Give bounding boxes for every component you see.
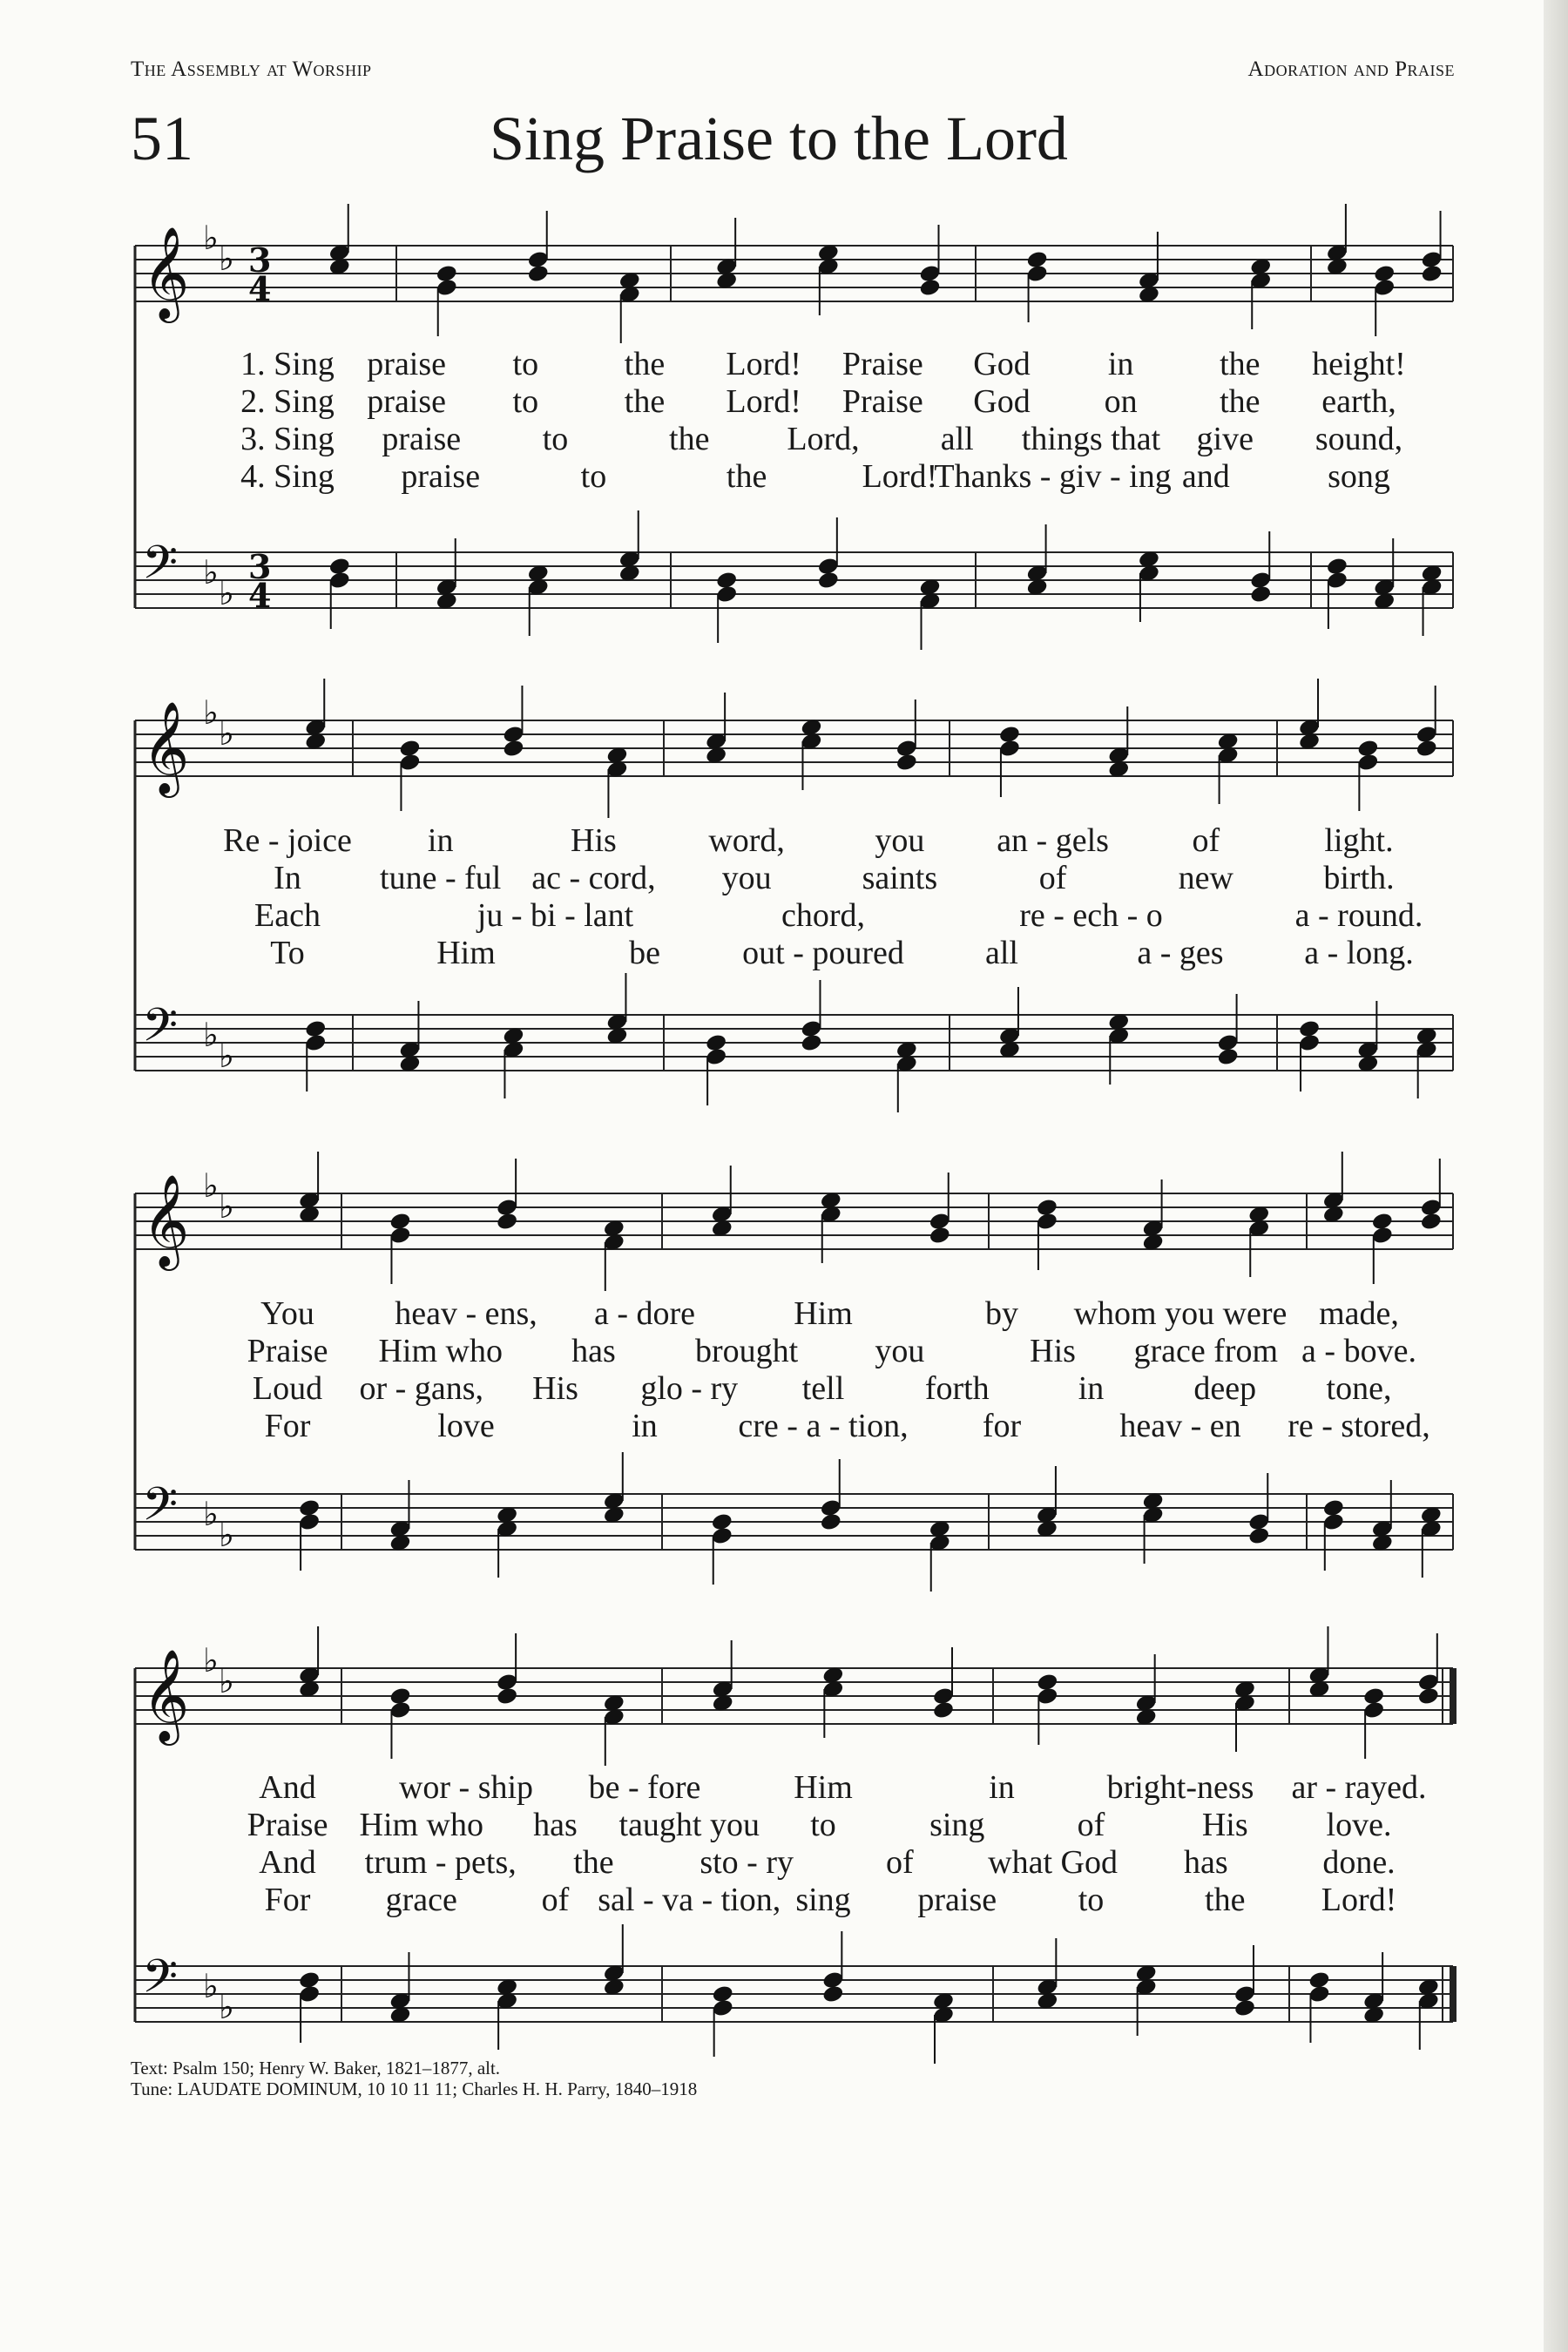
- lyric-syllable: Praise: [247, 1807, 328, 1843]
- lyric-syllable: re - stored,: [1288, 1408, 1430, 1444]
- lyric-syllable: be - fore: [588, 1769, 701, 1806]
- lyric-syllable: new: [1178, 860, 1233, 896]
- time-signature-bottom: 4: [248, 269, 272, 308]
- lyric-syllable: heav - ens,: [395, 1295, 537, 1332]
- treble-clef-icon: 𝄞: [142, 1648, 190, 1741]
- lyric-syllable: of: [886, 1844, 914, 1881]
- lyric-syllable: the: [1220, 383, 1260, 420]
- flat-sign-icon: ♭: [203, 219, 219, 257]
- note-head: [1233, 1998, 1256, 2018]
- lyric-syllable: ar - rayed.: [1291, 1769, 1427, 1806]
- lyric-syllable: in: [989, 1769, 1015, 1806]
- bass-clef-icon: 𝄢: [142, 999, 179, 1064]
- lyric-syllable: to: [810, 1807, 836, 1843]
- hymn-title: Sing Praise to the Lord: [490, 104, 1068, 173]
- flat-sign-icon: ♭: [203, 1967, 219, 2005]
- lyric-syllable: Thanks - giv - ing: [934, 458, 1172, 495]
- lyric-syllable: Praise: [247, 1333, 328, 1369]
- hymn-number: 51: [131, 104, 193, 173]
- lyric-syllable: birth.: [1323, 860, 1395, 896]
- note-head: [1247, 1526, 1270, 1546]
- lyric-syllable: things that: [1021, 421, 1161, 457]
- lyric-syllable: Him who: [378, 1333, 503, 1369]
- lyric-syllable: Each: [254, 897, 321, 934]
- note-head: [918, 278, 941, 298]
- lyric-syllable: Him: [794, 1769, 853, 1806]
- lyric-syllable: you: [875, 1333, 925, 1369]
- lyric-syllable: for: [982, 1408, 1022, 1444]
- lyric-syllable: taught you: [618, 1807, 760, 1843]
- flat-sign-icon: ♭: [219, 240, 234, 278]
- lyric-syllable: heav - en: [1119, 1408, 1241, 1444]
- lyric-syllable: the: [669, 421, 710, 457]
- flat-sign-icon: ♭: [203, 693, 219, 732]
- note-head: [1217, 1047, 1240, 1067]
- lyric-syllable: song: [1328, 458, 1390, 495]
- lyric-syllable: the: [624, 346, 666, 382]
- lyric-syllable: to: [580, 458, 607, 495]
- lyric-syllable: bright-ness: [1106, 1769, 1254, 1806]
- lyric-syllable: brought: [695, 1333, 799, 1369]
- flat-sign-icon: ♭: [203, 1016, 219, 1054]
- flat-sign-icon: ♭: [203, 1641, 219, 1680]
- lyric-syllable: sing: [795, 1882, 851, 1918]
- lyric-syllable: In: [274, 860, 301, 896]
- flat-sign-icon: ♭: [203, 1495, 219, 1533]
- time-signature-top: 3: [248, 240, 272, 280]
- lyric-syllable: earth,: [1321, 383, 1396, 420]
- lyric-syllable: grace: [385, 1882, 457, 1918]
- lyric-syllable: out - poured: [742, 935, 904, 971]
- note-head: [800, 1033, 822, 1053]
- lyric-syllable: and: [1181, 458, 1230, 495]
- lyric-syllable: Lord!: [726, 346, 801, 382]
- lyric-syllable: chord,: [781, 897, 866, 934]
- flat-sign-icon: ♭: [219, 1662, 234, 1700]
- lyric-syllable: 3. Sing: [240, 421, 335, 457]
- lyric-syllable: height!: [1312, 346, 1406, 382]
- lyric-syllable: all: [985, 935, 1018, 971]
- lyric-syllable: Re - joice: [223, 822, 352, 859]
- flat-sign-icon: ♭: [203, 1166, 219, 1205]
- note-head: [496, 1212, 518, 1232]
- running-header-left: The Assembly at Worship: [131, 57, 372, 81]
- lyric-syllable: sto - ry: [700, 1844, 794, 1881]
- lyric-syllable: praise: [382, 421, 462, 457]
- lyric-syllable: ac - cord,: [531, 860, 656, 896]
- note-head: [929, 1226, 951, 1246]
- lyric-syllable: love.: [1326, 1807, 1392, 1843]
- time-signature-bottom: 4: [248, 576, 272, 615]
- lyric-syllable: His: [571, 822, 617, 859]
- lyric-syllable: in: [632, 1408, 658, 1444]
- lyric-syllable: tell: [801, 1370, 845, 1407]
- lyric-syllable: forth: [924, 1370, 990, 1407]
- lyric-syllable: give: [1196, 421, 1254, 457]
- flat-sign-icon: ♭: [219, 574, 234, 612]
- lyric-syllable: praise: [401, 458, 481, 495]
- lyric-syllable: of: [1077, 1807, 1105, 1843]
- note-head: [896, 753, 918, 773]
- lyric-syllable: Him: [436, 935, 496, 971]
- lyric-syllable: praise: [367, 346, 447, 382]
- note-head: [496, 1686, 518, 1707]
- lyric-syllable: a - round.: [1294, 897, 1423, 934]
- lyric-syllable: you: [875, 822, 925, 859]
- lyric-syllable: tone,: [1326, 1370, 1392, 1407]
- lyric-syllable: tune - ful: [380, 860, 502, 896]
- treble-clef-icon: 𝄞: [142, 1173, 190, 1267]
- lyric-syllable: a - long.: [1304, 935, 1414, 971]
- lyric-syllable: to: [542, 421, 569, 457]
- lyric-syllable: Praise: [841, 346, 923, 382]
- lyric-syllable: re - ech - o: [1019, 897, 1163, 934]
- lyric-syllable: Lord!: [862, 458, 938, 495]
- flat-sign-icon: ♭: [219, 1037, 234, 1075]
- lyric-syllable: a - bove.: [1301, 1333, 1416, 1369]
- lyric-syllable: His: [532, 1370, 578, 1407]
- credits-text: Text: Psalm 150; Henry W. Baker, 1821–1877, alt.: [131, 2058, 501, 2078]
- lyric-syllable: in: [1107, 346, 1134, 382]
- bass-clef-icon: 𝄢: [142, 1478, 179, 1543]
- lyric-syllable: of: [541, 1882, 570, 1918]
- bass-clef-icon: 𝄢: [142, 537, 179, 601]
- treble-clef-icon: 𝄞: [142, 700, 190, 794]
- running-header-right: Adoration and Praise: [1247, 57, 1455, 81]
- lyric-syllable: the: [573, 1844, 614, 1881]
- lyric-syllable: of: [1038, 860, 1067, 896]
- lyric-syllable: deep: [1193, 1370, 1257, 1407]
- treble-clef-icon: 𝄞: [142, 226, 190, 319]
- lyric-syllable: love: [437, 1408, 495, 1444]
- lyric-syllable: a - dore: [593, 1295, 696, 1332]
- lyric-syllable: wor - ship: [398, 1769, 534, 1806]
- lyric-syllable: the: [726, 458, 767, 495]
- lyric-syllable: And: [259, 1844, 316, 1881]
- lyric-syllable: praise: [367, 383, 447, 420]
- lyric-syllable: made,: [1319, 1295, 1399, 1332]
- note-head: [502, 739, 524, 759]
- credits-tune: Tune: LAUDATE DOMINUM, 10 10 11 11; Charles H. H. Parry, 1840–1918: [131, 2078, 698, 2099]
- lyric-syllable: His: [1201, 1807, 1248, 1843]
- lyric-syllable: praise: [917, 1882, 997, 1918]
- note-head: [1416, 739, 1438, 759]
- lyric-syllable: To: [270, 935, 305, 971]
- lyric-syllable: an - gels: [997, 822, 1109, 859]
- flat-sign-icon: ♭: [219, 1988, 234, 2026]
- lyric-syllable: saints: [862, 860, 938, 896]
- lyric-syllable: all: [940, 421, 974, 457]
- lyric-syllable: ju - bi - lant: [476, 897, 634, 934]
- lyric-syllable: You: [260, 1295, 314, 1332]
- lyric-syllable: the: [1205, 1882, 1246, 1918]
- note-head: [817, 571, 840, 591]
- lyric-syllable: the: [624, 383, 666, 420]
- lyric-syllable: Him: [794, 1295, 853, 1332]
- lyric-syllable: to: [512, 383, 539, 420]
- lyric-syllable: in: [1078, 1370, 1105, 1407]
- lyric-syllable: sound,: [1315, 421, 1403, 457]
- lyric-syllable: or - gans,: [359, 1370, 483, 1407]
- flat-sign-icon: ♭: [219, 1187, 234, 1226]
- lyric-syllable: grace from: [1133, 1333, 1279, 1369]
- lyric-syllable: a - ges: [1137, 935, 1224, 971]
- lyric-syllable: to: [512, 346, 539, 382]
- lyric-syllable: has: [1183, 1844, 1228, 1881]
- flat-sign-icon: ♭: [203, 553, 219, 591]
- lyric-syllable: in: [427, 822, 454, 859]
- lyric-syllable: sal - va - tion,: [598, 1882, 781, 1918]
- note-head: [1420, 1212, 1443, 1232]
- lyric-syllable: sing: [929, 1807, 985, 1843]
- lyric-syllable: Lord,: [787, 421, 860, 457]
- lyric-syllable: of: [1192, 822, 1220, 859]
- lyric-syllable: 2. Sing: [240, 383, 335, 420]
- lyric-syllable: on: [1104, 383, 1138, 420]
- flat-sign-icon: ♭: [219, 1516, 234, 1554]
- lyric-syllable: by: [985, 1295, 1018, 1332]
- lyric-syllable: God: [973, 383, 1031, 420]
- lyric-syllable: His: [1030, 1333, 1076, 1369]
- lyric-syllable: God: [973, 346, 1031, 382]
- lyric-syllable: And: [259, 1769, 316, 1806]
- flat-sign-icon: ♭: [219, 714, 234, 753]
- lyric-syllable: Lord!: [1321, 1882, 1397, 1918]
- lyric-syllable: what God: [988, 1844, 1118, 1881]
- lyric-syllable: Loud: [252, 1370, 323, 1407]
- note-head: [821, 1984, 844, 2004]
- time-signature-top: 3: [248, 547, 272, 586]
- note-head: [820, 1512, 842, 1532]
- lyric-syllable: 4. Sing: [240, 458, 335, 495]
- bass-clef-icon: 𝄢: [142, 1950, 179, 2015]
- note-head: [932, 1700, 955, 1720]
- lyric-syllable: For: [264, 1408, 311, 1444]
- lyric-syllable: Praise: [841, 383, 923, 420]
- lyric-syllable: glo - ry: [640, 1370, 739, 1407]
- note-head: [1417, 1686, 1440, 1707]
- lyric-syllable: word,: [708, 822, 785, 859]
- lyric-syllable: For: [264, 1882, 311, 1918]
- lyric-syllable: Lord!: [726, 383, 801, 420]
- lyric-syllable: be: [629, 935, 660, 971]
- lyric-syllable: has: [533, 1807, 578, 1843]
- note-head: [1249, 585, 1272, 605]
- lyric-syllable: has: [571, 1333, 616, 1369]
- note-head: [527, 264, 550, 284]
- lyric-syllable: cre - a - tion,: [738, 1408, 909, 1444]
- lyric-syllable: 1. Sing: [240, 346, 335, 382]
- lyric-syllable: the: [1220, 346, 1260, 382]
- note-head: [1420, 264, 1443, 284]
- lyric-syllable: done.: [1322, 1844, 1396, 1881]
- lyric-syllable: whom you were: [1073, 1295, 1288, 1332]
- lyric-syllable: light.: [1324, 822, 1394, 859]
- lyric-syllable: you: [721, 860, 772, 896]
- credits: [131, 2058, 697, 2099]
- lyric-syllable: to: [1078, 1882, 1105, 1918]
- lyric-syllable: Him who: [359, 1807, 483, 1843]
- lyric-syllable: trum - pets,: [364, 1844, 517, 1881]
